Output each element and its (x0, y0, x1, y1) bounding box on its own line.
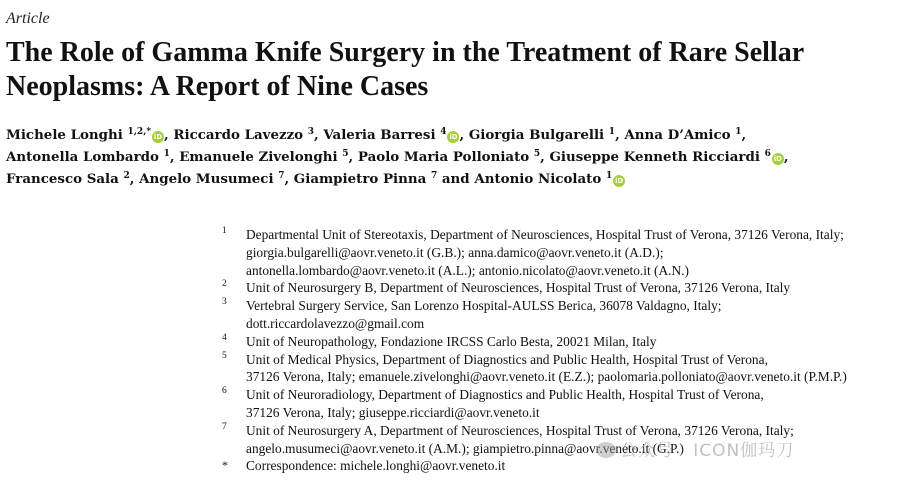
affiliation-line: Correspondence: michele.longhi@aovr.veneto.it (246, 458, 506, 474)
author-affiliation-sup: 6 (764, 149, 771, 159)
author-affiliation-sup: 4 (440, 127, 447, 137)
affiliation-line: Unit of Neuropathology, Fondazione IRCSS Carlo Besta, 20021 Milan, Italy (246, 333, 657, 349)
author-affiliation-sup: 7 (278, 171, 285, 181)
author-name: Anna D’Amico (624, 127, 731, 143)
affiliation-number: 5 (222, 350, 227, 361)
affiliation-number: 4 (222, 332, 227, 343)
paper-title: The Role of Gamma Knife Surgery in the Treatment of Rare Sellar Neoplasms: A Report of Nine Cases (6, 37, 804, 102)
author (294, 171, 475, 187)
author-affiliation-sup: 1 (608, 127, 616, 137)
author-list (6, 124, 891, 190)
author-affiliation-sup: 5 (342, 149, 349, 159)
author (139, 171, 294, 187)
affiliation-number: 7 (222, 421, 227, 432)
affiliation-line: 37126 Verona, Italy; giuseppe.ricciardi@aovr.veneto.it (246, 404, 540, 420)
author-affiliation-sup: 1 (735, 127, 742, 137)
author-separator: , (129, 171, 140, 187)
affiliation-number: 3 (222, 297, 227, 308)
affiliation-line: antonella.lombardo@aovr.veneto.it (A.L.); antonio.nicolato@aovr.veneto.it (A.N.) (246, 262, 690, 278)
affiliation-line: Unit of Neuroradiology, Department of Diagnostics and Public Health, Hospital Trust of Verona, (246, 387, 764, 403)
watermark-text: 公众号 · ICON伽玛刀 (620, 441, 795, 461)
author-name: Valeria Barresi (323, 127, 436, 143)
affiliation-line: giorgia.bulgarelli@aovr.veneto.it (G.B.); anna.damico@aovr.veneto.it (A.D.); (246, 244, 664, 260)
author (549, 149, 788, 165)
affiliation-line: Vertebral Surgery Service, San Lorenzo Hospital-AULSS Berica, 36078 Valdagno, Italy; (246, 298, 722, 314)
author-name: Giorgia Bulgarelli (468, 127, 605, 143)
author-separator: , (314, 127, 324, 143)
author-name: Giuseppe Kenneth Ricciardi (549, 149, 760, 165)
author-affiliation-sup: 1 (163, 149, 170, 159)
affiliation-line: Unit of Medical Physics, Department of Diagnostics and Public Health, Hospital Trust of Verona, (246, 351, 768, 367)
author-separator: , (459, 127, 469, 143)
author-name: Giampietro Pinna (293, 171, 427, 187)
affiliation-line: Unit of Neurosurgery A, Department of Neurosciences, Hospital Trust of Verona, 37126 Verona, Italy; (246, 422, 794, 438)
author-name: Paolo Maria Polloniato (357, 149, 530, 165)
affiliation-line: dott.riccardolavezzo@gmail.com (246, 315, 425, 331)
affiliation-number: 2 (222, 279, 227, 290)
affiliation-item (222, 226, 892, 279)
author-name: Angelo Musumeci (139, 171, 274, 187)
affiliation-line: Departmental Unit of Stereotaxis, Department of Neurosciences, Hospital Trust of Verona, 37126 Verona, Italy; (246, 227, 844, 242)
author (323, 127, 468, 143)
author-separator: , (783, 149, 789, 165)
author (474, 171, 625, 187)
affiliation-item (222, 333, 892, 351)
author-affiliation-sup: 3 (307, 127, 315, 137)
orcid-icon[interactable]: iD (153, 133, 163, 141)
author (624, 127, 746, 143)
author-name: Antonio Nicolato (474, 171, 602, 187)
author-name: Emanuele Zivelonghi (179, 149, 338, 165)
author-separator: , (741, 127, 747, 143)
author-separator: and (437, 171, 475, 187)
watermark (596, 436, 794, 461)
author (469, 127, 625, 143)
author-affiliation-sup: 1 (605, 171, 613, 181)
author-separator: , (615, 127, 625, 143)
author-affiliation-sup: 7 (430, 171, 438, 181)
author-separator: , (169, 149, 180, 165)
affiliation-number: * (222, 458, 228, 473)
affiliation-number: 6 (222, 386, 227, 397)
affiliation-line: angelo.musumeci@aovr.veneto.it (A.M.); giampietro.pinna@aovr.veneto.it (G.P.) (246, 440, 684, 456)
author (6, 171, 139, 187)
author-separator: , (348, 149, 358, 165)
author-affiliation-sup: 5 (533, 149, 541, 159)
author-separator: , (164, 127, 174, 143)
author-name: Francesco Sala (6, 171, 119, 187)
author-separator: , (284, 171, 294, 187)
affiliation-item (222, 279, 892, 297)
affiliation-line: 37126 Verona, Italy; emanuele.zivelonghi@aovr.veneto.it (E.Z.); paolomaria.polloniato@aovr.veneto.it (P.M.P.) (246, 369, 847, 385)
author-affiliation-sup: 2 (123, 171, 130, 181)
author (6, 149, 179, 165)
orcid-icon[interactable]: iD (615, 177, 624, 185)
author (179, 149, 358, 165)
affiliation-number: 1 (222, 226, 227, 236)
article-type-label: Article (6, 10, 50, 27)
author-name: Antonella Lombardo (6, 149, 159, 165)
affiliation-item (222, 386, 892, 422)
author-separator: , (540, 149, 550, 165)
author-affiliation-sup: 1,2,* (127, 127, 152, 137)
affiliation-line: Unit of Neurosurgery B, Department of Neurosciences, Hospital Trust of Verona, 37126 Verona, Italy (246, 280, 791, 296)
orcid-icon[interactable]: iD (773, 155, 782, 163)
affiliation-item (222, 297, 892, 333)
affiliation-item (222, 351, 892, 387)
orcid-icon[interactable]: iD (449, 133, 458, 141)
author (358, 149, 550, 165)
author-name: Riccardo Lavezzo (173, 127, 304, 143)
author (6, 127, 173, 143)
wechat-icon (596, 442, 616, 458)
author (173, 127, 323, 143)
author-name: Michele Longhi (6, 127, 123, 143)
